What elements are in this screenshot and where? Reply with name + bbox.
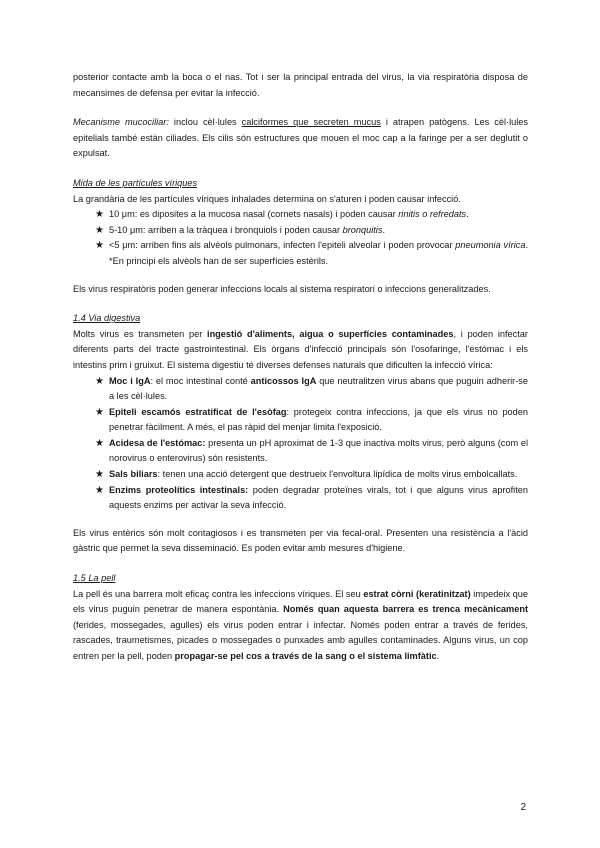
page-body <box>73 70 528 665</box>
list-item: ★ Moc i IgA: el moc intestinal conté anticossos IgA que neutralitzen virus abans que puguin adherir-se a les cèl·lules. <box>95 375 528 402</box>
paragraph-digestiva-intro: Molts virus es transmeten per ingestió d'aliments, aigua o superfícies contaminades, i poden infectar diferents parts del tracte gastrointestinal. Els òrgans d'infecció principals són l'osofaringe, l'estómac i els intestins prim i gruixut. El sistema digestiu té diverses defenses naturals que dificulten la infecció vírica: <box>73 328 528 370</box>
star-icon: ★ <box>95 375 104 387</box>
paragraph-mida-outro: Els virus respiratòris poden generar infeccions locals al sistema respiratori o infeccions generalitzades. <box>73 283 491 294</box>
star-icon: ★ <box>95 437 104 449</box>
list-item: ★ 5-10 μm: arriben a la tràquea i bronquiols i poden causar bronquitis. <box>95 223 528 239</box>
paragraph-digestiva-outro: Els virus entèrics són molt contagiosos i es transmeten per via fecal-oral. Presenten una resistència a l'àcid gàstric que permet la seva disseminació. Es poden evitar amb mesures d'higiene. <box>73 527 528 554</box>
star-icon: ★ <box>95 209 104 221</box>
list-item: ★ Epiteli escamós estratificat de l'esòfag: protegeix contra infeccions, ja que els virus no poden penetrar fàcilment. A més, el pas ràpid del menjar limita l'exposició. <box>95 406 528 433</box>
list-item: ★ 10 μm: es diposites a la mucosa nasal (cornets nasals) i poden causar rinitis o refredats. <box>95 207 528 223</box>
list-item: ★ Sals biliars: tenen una acció detergent que destrueix l'envoltura lipídica de molts virus embolcallats. <box>95 467 528 483</box>
paragraph-intro: posterior contacte amb la boca o el nas. Tot i ser la principal entrada del virus, la via respiratòria disposa de mecansimes de defensa per evitar la infecció. <box>73 72 528 98</box>
list-defenses-digestives <box>73 374 528 514</box>
list-item: ★ <5 μm: arriben fins als alvèols pulmonars, infecten l'epiteli alveolar i poden provocar pneumonia vírica. *En principi els alvèols han de ser superfícies estèrils. <box>95 240 529 266</box>
list-mida <box>73 207 528 269</box>
star-icon: ★ <box>95 224 104 236</box>
page-number: 2 <box>520 802 526 813</box>
star-icon: ★ <box>95 469 104 481</box>
heading-la-pell: 1.5 La pell <box>73 573 116 584</box>
heading-via-digestiva: 1.4 Via digestiva <box>73 313 141 324</box>
paragraph-mida-intro: La grandària de les partícules víriques inhalades determina on s'aturen i poden causar infecció. <box>73 193 461 204</box>
term-mucociliar: Mecanisme mucociliar: <box>73 117 169 128</box>
list-item: ★ Acidesa de l'estómac: presenta un pH aproximat de 1-3 que inactiva molts virus, però alguns (com el norovirus o enterovirus) són resistents. <box>95 437 528 464</box>
star-icon: ★ <box>95 406 104 418</box>
list-item: ★ Enzims proteolítics intestinals: poden degradar proteïnes virals, tot i que alguns virus aprofiten aquests enzims per activar la seva infecció. <box>95 484 528 511</box>
star-icon: ★ <box>95 484 104 496</box>
paragraph-mucociliar: Mecanisme mucociliar: inclou cèl·lules calciformes que secreten mucus i atrapen patògens. Les cèl·lules epitelials també estàn ciliades. Els cilis són estructures que mouen el moc cap a la faringe per a ser deglutit o expulsat. <box>73 117 528 159</box>
paragraph-pell: La pell és una barrera molt eficaç contra les infeccions víriques. El seu estrat còrni (keratinitzat) impedeix que els virus puguin penetrar de manera espontània. Només quan aquesta barrera es trenca mecànicament (ferides, mossegades, agulles) els virus poden entrar i infectar. Només poden entrar a través de ferides, rascades, traumetismes, picades o mossegades o punxades amb agulles contaminades. Alguns virus, un cop entren per la pell, poden propagar-se pel cos a través de la sang o el sistema limfàtic. <box>73 588 528 661</box>
heading-mida-particules: Mida de les partícules víriques <box>73 177 198 188</box>
underlined-phrase: calciformes que secreten mucus <box>241 117 381 128</box>
star-icon: ★ <box>95 240 104 252</box>
